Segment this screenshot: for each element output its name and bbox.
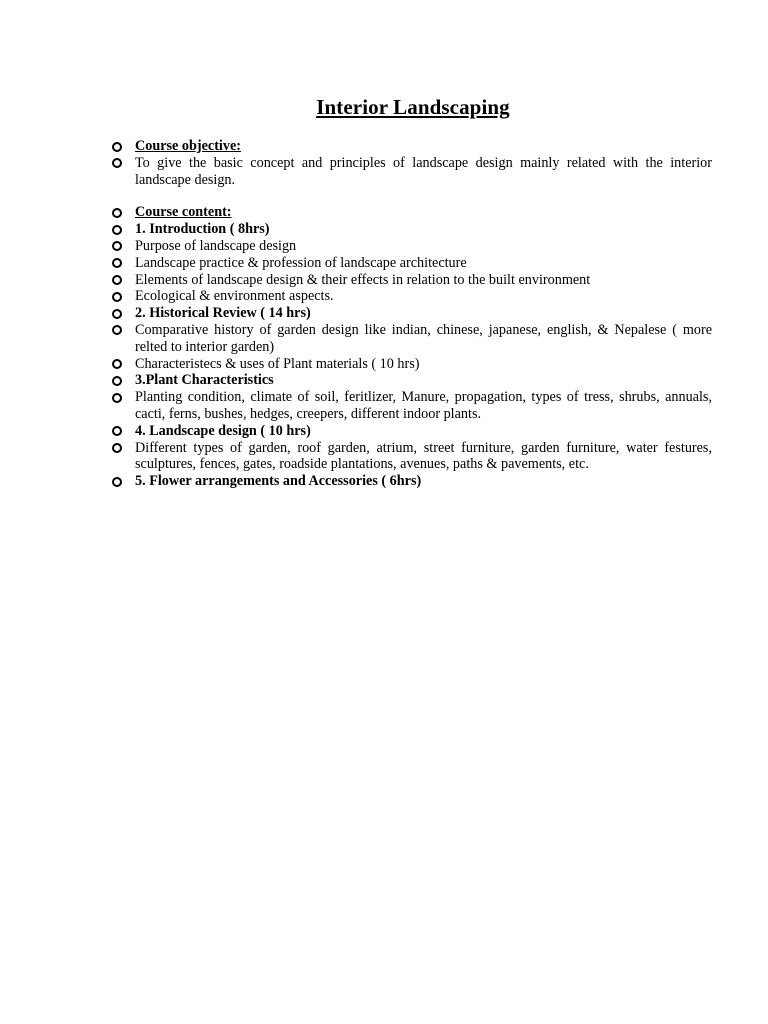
circle-bullet-icon bbox=[112, 426, 122, 436]
circle-bullet-icon bbox=[112, 208, 122, 218]
course-outline-list bbox=[112, 138, 712, 490]
circle-bullet-icon bbox=[112, 158, 122, 168]
circle-bullet-icon bbox=[112, 241, 122, 251]
circle-bullet-icon bbox=[112, 376, 122, 386]
section-heading: 5. Flower arrangements and Accessories ( 6hrs) bbox=[135, 473, 422, 490]
list-item bbox=[112, 255, 712, 272]
section-heading: 3.Plant Characteristics bbox=[135, 372, 274, 389]
circle-bullet-icon bbox=[112, 142, 122, 152]
circle-bullet-icon bbox=[112, 258, 122, 268]
list-item bbox=[112, 238, 712, 255]
list-item bbox=[112, 272, 712, 289]
list-item-text: Planting condition, climate of soil, feritlizer, Manure, propagation, types of tress, shrubs, annuals, cacti, ferns, bushes, hedges, creepers, different indoor plants. bbox=[135, 389, 712, 422]
list-item-text: To give the basic concept and principles of landscape design mainly related with the interior landscape design. bbox=[135, 154, 712, 188]
section-heading: Course objective: bbox=[135, 138, 241, 154]
list-item-text: Purpose of landscape design bbox=[135, 237, 297, 254]
circle-bullet-icon bbox=[112, 309, 122, 319]
list-item bbox=[112, 372, 712, 389]
section-heading: Course content: bbox=[135, 204, 232, 221]
circle-bullet-icon bbox=[112, 359, 122, 369]
list-item bbox=[112, 305, 712, 322]
list-item bbox=[112, 288, 712, 305]
circle-bullet-icon bbox=[112, 477, 122, 487]
circle-bullet-icon bbox=[112, 325, 122, 335]
list-item-text: Comparative history of garden design like indian, chinese, japanese, english, & Nepalese ( more relted to interior garden) bbox=[135, 321, 712, 355]
document-title: Interior Landscaping bbox=[316, 95, 510, 119]
list-item bbox=[112, 221, 712, 238]
list-item bbox=[112, 356, 712, 373]
section-heading: 1. Introduction ( 8hrs) bbox=[135, 221, 270, 238]
list-item bbox=[112, 138, 712, 155]
list-item-text: Characteristecs & uses of Plant materials ( 10 hrs) bbox=[135, 355, 420, 372]
circle-bullet-icon bbox=[112, 292, 122, 302]
circle-bullet-icon bbox=[112, 393, 122, 403]
list-item bbox=[112, 440, 712, 474]
circle-bullet-icon bbox=[112, 225, 122, 235]
section-heading: 2. Historical Review ( 14 hrs) bbox=[135, 305, 311, 322]
circle-bullet-icon bbox=[112, 275, 122, 285]
section-heading: 4. Landscape design ( 10 hrs) bbox=[135, 422, 311, 439]
list-item bbox=[112, 423, 712, 440]
list-item bbox=[112, 204, 712, 221]
list-item-text: Ecological & environment aspects. bbox=[135, 288, 334, 305]
list-item bbox=[112, 389, 712, 423]
list-item bbox=[112, 155, 712, 189]
list-item bbox=[112, 473, 712, 490]
list-item-text: Different types of garden, roof garden, atrium, street furniture, garden furniture, water festures, sculptures, fences, gates, roadside plantations, avenues, paths & pavements, etc. bbox=[135, 439, 712, 473]
list-item-text: Landscape practice & profession of landscape architecture bbox=[135, 254, 467, 271]
list-item bbox=[112, 322, 712, 356]
circle-bullet-icon bbox=[112, 443, 122, 453]
list-item-text: Elements of landscape design & their effects in relation to the built environment bbox=[135, 271, 591, 288]
